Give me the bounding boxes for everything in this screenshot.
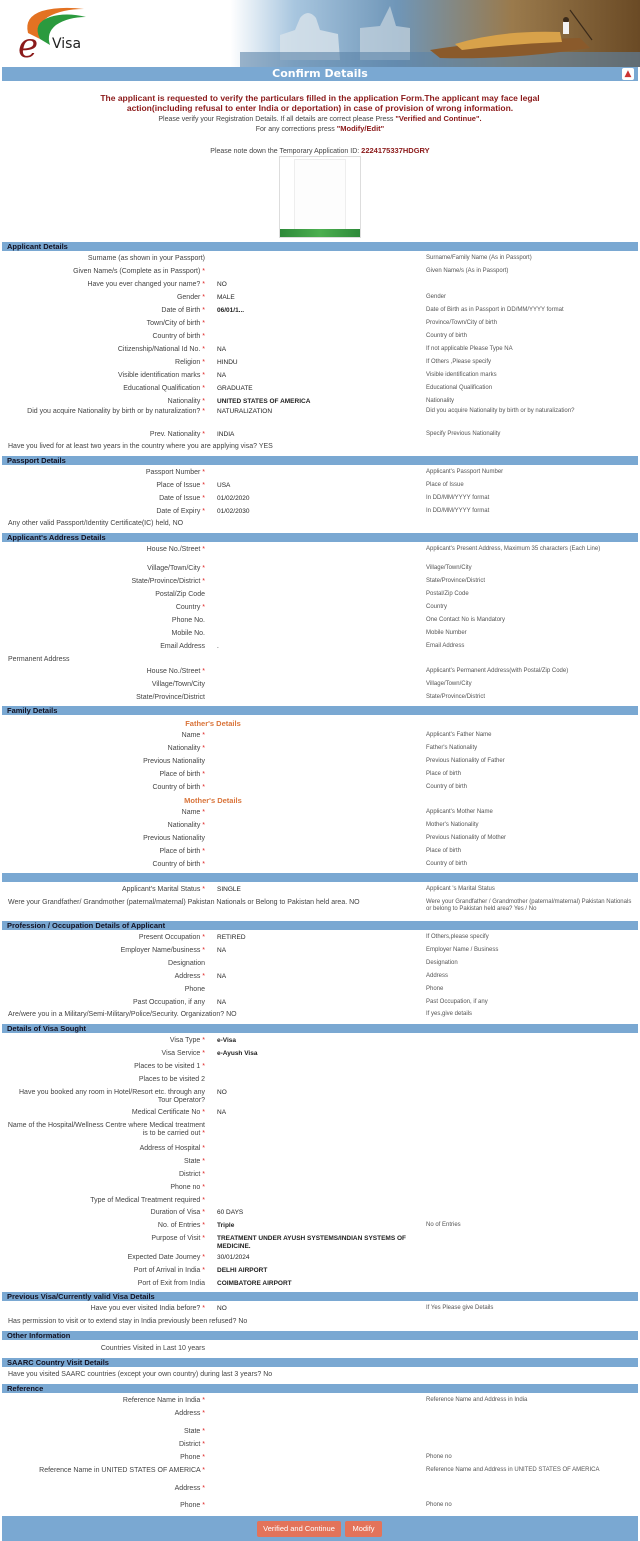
section-header-family: Family Details [2, 706, 638, 715]
modify-button[interactable]: Modify [345, 1521, 382, 1537]
field-label-father-1: Nationality * [167, 745, 205, 752]
field-label-profession-4: Phone [184, 986, 205, 993]
field-label-address-5: Phone No. [171, 617, 205, 624]
field-hint-applicant-6: Country of birth [426, 333, 468, 339]
field-label-applicant-12: Did you acquire Nationality by birth or by naturalization? * [27, 408, 205, 415]
field-value-visa-13: Triple [217, 1222, 235, 1229]
field-hint-mother-3: Place of birth [426, 848, 462, 854]
field-label-visa-0: Visa Type * [169, 1037, 205, 1044]
field-hint-profession-4: Phone [426, 986, 444, 992]
field-label-reference-6: Address * [174, 1485, 205, 1492]
page-title: Confirm Details ▲ [2, 67, 638, 81]
field-label-visa-13: No. of Entries * [157, 1222, 205, 1229]
field-hint-passport-2: In DD/MM/YYYY format [426, 495, 490, 501]
field-label-address-2: State/Province/District * [131, 578, 205, 585]
field-hint-reference-0: Reference Name and Address in India [426, 1397, 528, 1403]
field-label-visa-11: Type of Medical Treatment required * [90, 1197, 205, 1204]
field-label-profession-0: Present Occupation * [138, 934, 205, 941]
section-spacer-bar [2, 873, 638, 882]
field-label-mother-4: Country of birth * [152, 861, 205, 868]
field-label-visa-2: Places to be visited 1 * [134, 1063, 205, 1070]
field-label-visa-5: Medical Certificate No * [131, 1109, 205, 1116]
field-label-mother-1: Nationality * [167, 822, 205, 829]
field-value-applicant-9: NA [217, 372, 227, 379]
field-value-visa-12: 60 DAYS [217, 1209, 244, 1216]
field-hint-mother-2: Previous Nationality of Mother [426, 835, 507, 841]
field-hint-applicant-0: Surname/Family Name (As in Passport) [426, 255, 532, 261]
field-value-visa-4: NO [217, 1089, 227, 1096]
field-hint-applicant-9: Visible identification marks [426, 372, 497, 378]
countries-visited-label: Countries Visited in Last 10 years [100, 1345, 205, 1352]
field-label-reference-3: District * [178, 1441, 205, 1448]
field-label-applicant-1: Given Name/s (Complete as in Passport) * [73, 268, 205, 275]
field-value-profession-1: NA [217, 947, 227, 954]
field-label-visa-10: Phone no * [170, 1184, 205, 1191]
field-label-applicant-4: Date of Birth * [161, 307, 205, 314]
field-label-address-0: House No./Street * [146, 546, 205, 553]
verify-note: Please verify your Registration Details. If all details are correct please Press "Verified and Continue". [158, 114, 482, 123]
field-hint-profession-3: Address [426, 973, 449, 979]
field-hint-address-1: Village/Town/City [426, 565, 472, 571]
field-label-permanent-1: Village/Town/City [151, 681, 205, 688]
father-details-heading: Father's Details [185, 719, 241, 728]
field-label-profession-2: Designation [168, 960, 205, 967]
field-label-visa-16: Port of Arrival in India * [133, 1267, 205, 1274]
field-value-profession-3: NA [217, 973, 227, 980]
field-hint-address-4: Country [426, 604, 448, 610]
scroll-top-icon[interactable]: ▲ [622, 68, 634, 80]
field-value-passport-3: 01/02/2030 [217, 508, 250, 515]
field-value-visa-0: e-Visa [217, 1037, 237, 1044]
field-value-visa-1: e-Ayush Visa [217, 1050, 258, 1057]
field-label-reference-0: Reference Name in India * [122, 1397, 205, 1404]
field-value-visa-16: DELHI AIRPORT [217, 1267, 268, 1274]
temp-id-note: Please note down the Temporary Application ID: 2224175337HDGRY [210, 146, 430, 155]
field-label-applicant-13: Prev. Nationality * [149, 431, 205, 438]
field-hint-reference-4: Phone no [426, 1454, 452, 1460]
field-label-mother-2: Previous Nationality [143, 835, 205, 842]
field-hint-permanent-0: Applicant's Permanent Address(with Postal/Zip Code) [426, 668, 569, 674]
field-hint-applicant-7: If not applicable Please Type NA [426, 346, 513, 352]
field-label-reference-2: State * [183, 1428, 205, 1435]
section-header-reference: Reference [2, 1384, 638, 1393]
field-value-visa-15: 30/01/2024 [217, 1254, 250, 1261]
field-label-profession-1: Employer Name/business * [120, 947, 205, 954]
section-header-saarc: SAARC Country Visit Details [2, 1358, 638, 1367]
field-label-visa-6: Name of the Hospital/Wellness Centre where Medical treatment is to be carried out * [7, 1122, 205, 1137]
logo-text: Visa [52, 36, 82, 52]
mother-details-heading: Mother's Details [184, 796, 242, 805]
section-header-address: Applicant's Address Details [2, 533, 638, 542]
field-hint-applicant-1: Given Name/s (As in Passport) [426, 268, 509, 274]
field-label-passport-1: Place of Issue * [156, 482, 205, 489]
field-label-visa-7: Address of Hospital * [139, 1145, 205, 1152]
field-label-visa-1: Visa Service * [161, 1050, 205, 1057]
field-hint-passport-3: In DD/MM/YYYY format [426, 508, 490, 514]
field-label-profession-3: Address * [174, 973, 205, 980]
section-header-profession: Profession / Occupation Details of Applicant [2, 921, 638, 930]
field-label-reference-1: Address * [174, 1410, 205, 1417]
field-label-applicant-0: Surname (as shown in your Passport) [87, 255, 205, 262]
field-value-visa-17: COIMBATORE AIRPORT [217, 1280, 292, 1287]
field-hint-profession-2: Designation [426, 960, 458, 966]
field-hint-applicant-13: Specify Previous Nationality [426, 431, 501, 437]
field-label-applicant-11: Nationality * [167, 398, 205, 405]
field-label-mother-3: Place of birth * [159, 848, 205, 855]
field-label-applicant-8: Religion * [175, 359, 205, 366]
field-label-permanent-2: State/Province/District [136, 694, 205, 701]
legal-warning: The applicant is requested to verify the particulars filled in the application Form.The applicant may face legal action(including refusal to enter India or deportation) in case of provision of wrong information. [100, 93, 540, 113]
field-value-passport-2: 01/02/2020 [217, 495, 250, 502]
marital-hint: Applicant 's Marital Status [426, 886, 495, 892]
field-label-reference-5: Reference Name in UNITED STATES OF AMERICA * [39, 1467, 205, 1474]
svg-text:e: e [18, 26, 39, 63]
field-label-applicant-9: Visible identification marks * [117, 372, 205, 379]
field-label-applicant-5: Town/City of birth * [146, 320, 205, 327]
field-hint-father-3: Place of birth [426, 771, 462, 777]
field-hint-applicant-5: Province/Town/City of birth [426, 320, 498, 326]
field-value-passport-1: USA [217, 482, 231, 489]
field-hint-father-4: Country of birth [426, 784, 468, 790]
field-hint-address-2: State/Province/District [426, 578, 486, 584]
field-label-applicant-3: Gender * [176, 294, 205, 301]
military-hint: If yes,give details [426, 1011, 473, 1017]
field-hint-mother-1: Mother's Nationality [426, 822, 479, 828]
field-label-father-0: Name * [181, 732, 205, 739]
section-header-passport: Passport Details [2, 456, 638, 465]
field-label-visa-4: Have you booked any room in Hotel/Resort etc. through any Tour Operator? [19, 1089, 205, 1104]
field-value-applicant-13: INDIA [217, 431, 235, 438]
field-hint-profession-0: If Others,please specify [426, 934, 489, 940]
field-label-mother-0: Name * [181, 809, 205, 816]
field-hint-address-3: Postal/Zip Code [426, 591, 469, 597]
field-value-visa-5: NA [217, 1109, 227, 1116]
field-hint-address-5: One Contact No is Mandatory [426, 617, 506, 623]
field-label-father-2: Previous Nationality [143, 758, 205, 765]
field-hint-address-7: Email Address [426, 643, 465, 649]
field-label-applicant-10: Educational Qualification * [123, 385, 205, 392]
field-hint-mother-4: Country of birth [426, 861, 468, 867]
field-label-address-4: Country * [175, 604, 205, 611]
permanent-address-label: Permanent Address [8, 656, 70, 663]
previous-visit-value: NO [217, 1305, 227, 1312]
field-hint-profession-1: Employer Name / Business [426, 947, 499, 953]
field-label-visa-14: Purpose of Visit * [151, 1235, 205, 1242]
field-hint-applicant-11: Nationality [426, 398, 455, 404]
field-label-father-4: Country of birth * [152, 784, 205, 791]
field-hint-passport-1: Place of Issue [426, 482, 464, 488]
field-hint-profession-5: Past Occupation, if any [426, 999, 488, 1005]
field-label-father-3: Place of birth * [159, 771, 205, 778]
field-value-applicant-3: MALE [217, 294, 235, 301]
section-header-applicant: Applicant Details [2, 242, 638, 251]
field-value-applicant-7: NA [217, 346, 227, 353]
field-value-applicant-2: NO [217, 281, 227, 288]
field-label-reference-7: Phone * [180, 1502, 205, 1509]
field-value-profession-0: RETIRED [217, 934, 246, 941]
applicant-photo [279, 156, 361, 238]
field-value-profession-5: NA [217, 999, 227, 1006]
field-hint-father-1: Father's Nationality [426, 745, 478, 751]
grandfather-hint: Were your Grandfather / Grandmother (paternal/maternal) Pakistan Nationals or belong to Pakistan held area? Yes / No [426, 899, 632, 912]
temporary-application-id: 2224175337HDGRY [361, 146, 430, 155]
field-hint-applicant-3: Gender [426, 294, 447, 300]
field-hint-mother-0: Applicant's Mother Name [426, 809, 493, 815]
field-label-passport-0: Passport Number * [145, 469, 205, 476]
header-banner [0, 0, 640, 67]
field-hint-passport-0: Applicant's Passport Number [426, 469, 504, 475]
field-label-profession-5: Past Occupation, if any [133, 999, 205, 1006]
field-label-applicant-2: Have you ever changed your name? * [87, 281, 205, 288]
field-label-address-1: Village/Town/City * [147, 565, 205, 572]
field-label-permanent-0: House No./Street * [146, 668, 205, 675]
field-label-visa-3: Places to be visited 2 [138, 1076, 205, 1083]
banner-scene [240, 0, 640, 67]
field-label-address-7: Email Address [160, 643, 205, 650]
field-label-passport-3: Date of Expiry * [156, 508, 205, 515]
field-label-address-6: Mobile No. [171, 630, 205, 637]
field-label-applicant-7: Citizenship/National Id No. * [117, 346, 205, 353]
field-hint-permanent-1: Village/Town/City [426, 681, 472, 687]
correction-note: For any corrections press "Modify/Edit" [255, 124, 385, 133]
field-value-applicant-12: NATURALIZATION [217, 408, 273, 415]
previous-visit-label: Have you ever visited India before? * [90, 1305, 205, 1312]
field-label-address-3: Postal/Zip Code [155, 591, 205, 598]
field-hint-applicant-8: If Others ,Please specify [426, 359, 492, 365]
field-value-address-7: . [217, 643, 219, 650]
refused-question: Has permission to visit or to extend stay in India previously been refused? No [8, 1318, 248, 1325]
field-hint-reference-5: Reference Name and Address in UNITED STATES OF AMERICA [426, 1467, 600, 1473]
verified-continue-button[interactable]: Verified and Continue [257, 1521, 341, 1537]
field-hint-permanent-2: State/Province/District [426, 694, 486, 700]
marital-value: SINGLE [217, 886, 241, 893]
marital-label: Applicant's Marital Status * [121, 886, 205, 893]
saarc-question: Have you visited SAARC countries (except your own country) during last 3 years? No [8, 1371, 273, 1378]
field-hint-address-6: Mobile Number [426, 630, 467, 636]
field-label-passport-2: Date of Issue * [159, 495, 205, 502]
field-hint-father-0: Applicant's Father Name [426, 732, 492, 738]
field-label-visa-12: Duration of Visa * [150, 1209, 205, 1216]
field-label-visa-8: State * [183, 1158, 205, 1165]
field-hint-address-0: Applicant's Present Address, Maximum 35 characters (Each Line) [426, 546, 601, 552]
section-header-visa: Details of Visa Sought [2, 1024, 638, 1033]
military-question: Are/were you in a Military/Semi-Military/Police/Security. Organization? NO [8, 1011, 237, 1018]
field-hint-applicant-12: Did you acquire Nationality by birth or by naturalization? [426, 408, 575, 414]
field-value-applicant-8: HINDU [217, 359, 238, 366]
lived-question: Have you lived for at least two years in the country where you are applying visa? YES [8, 443, 273, 450]
field-label-applicant-6: Country of birth * [152, 333, 205, 340]
field-value-applicant-10: GRADUATE [217, 385, 253, 392]
field-label-visa-17: Port of Exit from India [137, 1280, 205, 1287]
field-value-visa-14: TREATMENT UNDER AYUSH SYSTEMS/INDIAN SYSTEMS OF MEDICINE. [217, 1235, 406, 1250]
field-label-reference-4: Phone * [180, 1454, 205, 1461]
field-value-applicant-11: UNITED STATES OF AMERICA [217, 398, 311, 405]
evisa-logo [14, 3, 94, 63]
other-passport-question: Any other valid Passport/Identity Certificate(IC) held, NO [8, 520, 184, 527]
field-hint-applicant-4: Date of Birth as in Passport in DD/MM/YYYY format [426, 307, 564, 313]
section-header-other: Other Information [2, 1331, 638, 1340]
grandfather-question: Were your Grandfather/ Grandmother (paternal/maternal) Pakistan Nationals or Belong to Pakistan held area. NO [8, 899, 360, 906]
section-header-previous: Previous Visa/Currently valid Visa Details [2, 1292, 638, 1301]
field-hint-applicant-10: Educational Qualification [426, 385, 493, 391]
previous-visit-hint: If Yes Please give Details [426, 1305, 494, 1311]
field-hint-reference-7: Phone no [426, 1502, 452, 1508]
field-hint-father-2: Previous Nationality of Father [426, 758, 505, 764]
field-label-visa-15: Expected Date Journey * [127, 1254, 205, 1261]
field-hint-visa-13: No of Entries [426, 1222, 461, 1228]
field-value-applicant-4: 06/01/1... [217, 307, 245, 314]
field-label-visa-9: District * [178, 1171, 205, 1178]
